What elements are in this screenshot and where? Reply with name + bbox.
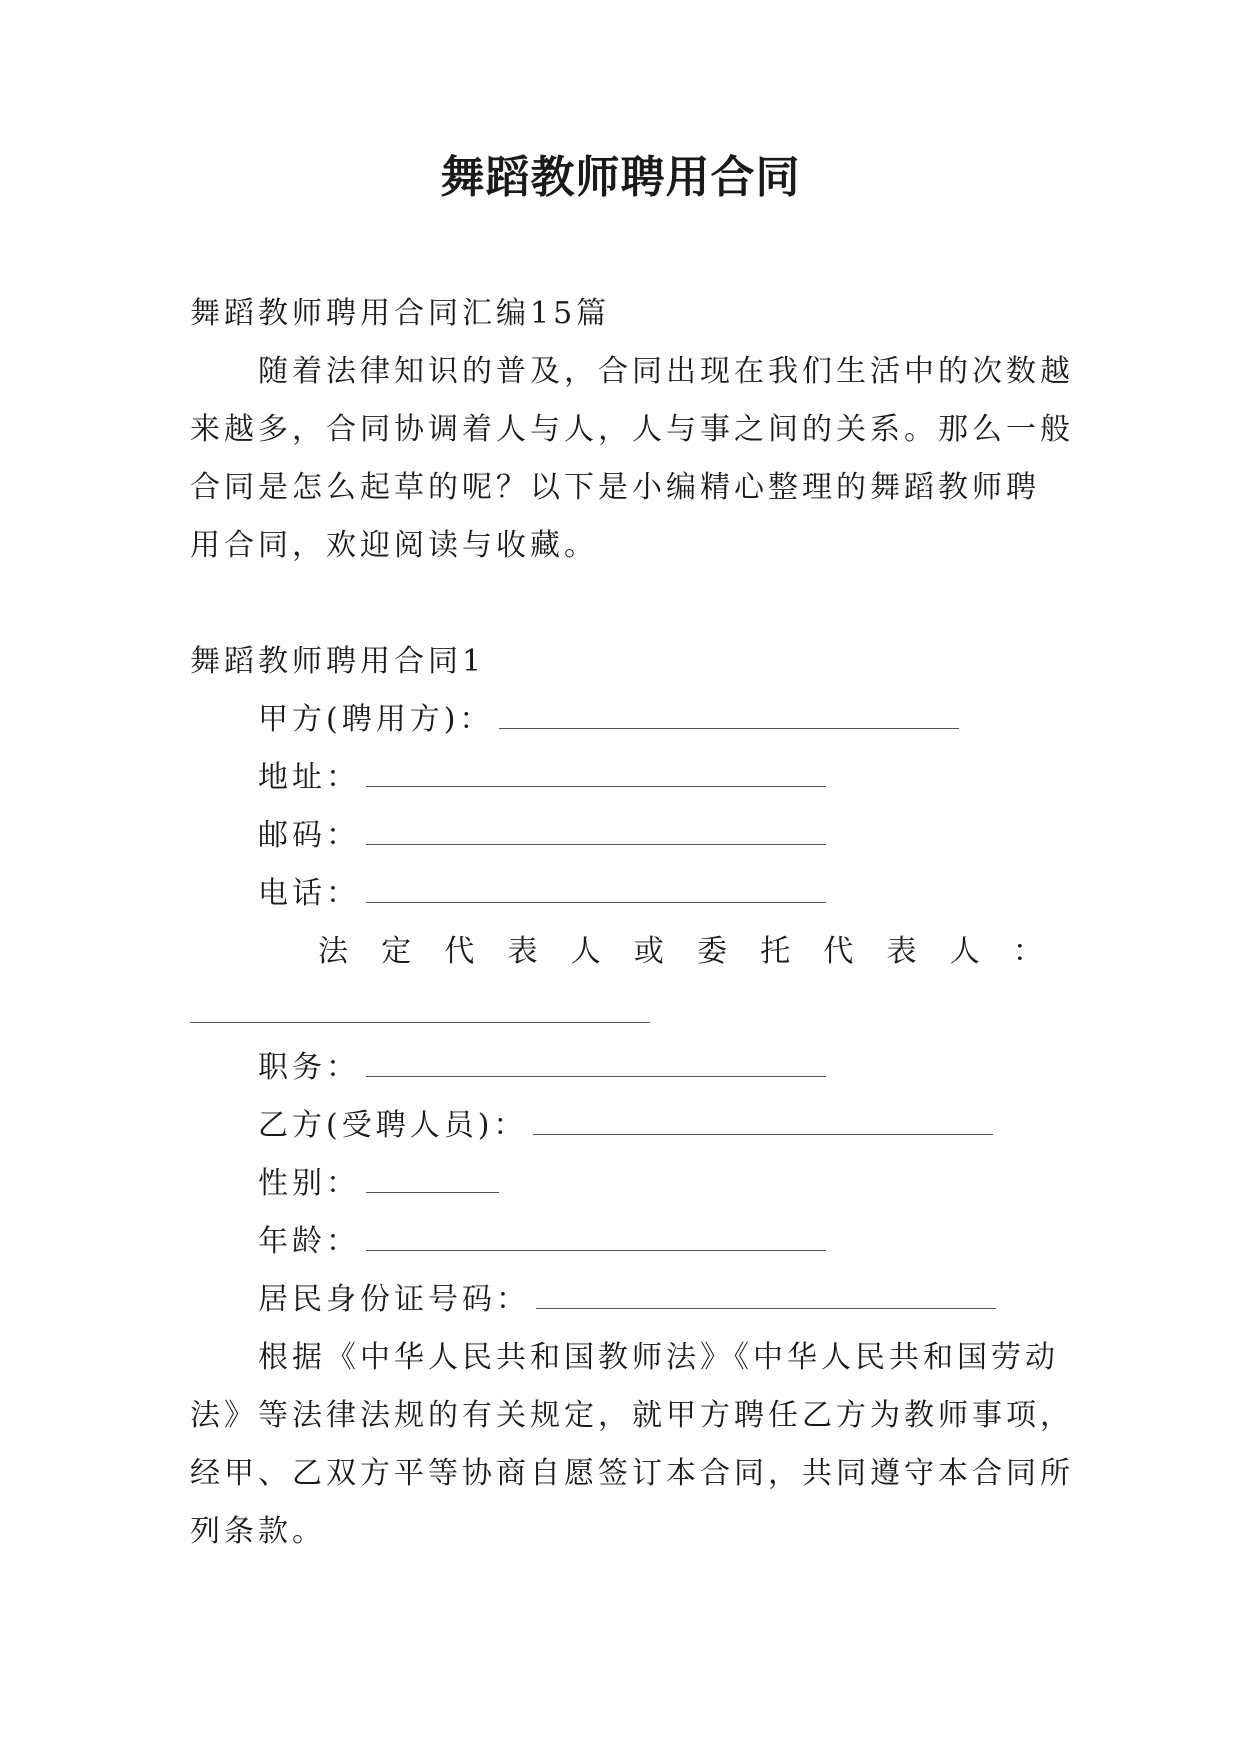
closing-line-2: 法》等法律法规的有关规定，就甲方聘任乙方为教师事项，	[190, 1398, 1074, 1433]
field-party-a-label: 甲方(聘用方)：	[258, 702, 494, 737]
field-legal-rep-label	[318, 932, 1043, 972]
closing-line-1: 根据《中华人民共和国教师法》《中华人民共和国劳动	[258, 1340, 1059, 1375]
intro-line-1: 随着法律知识的普及，合同出现在我们生活中的次数越	[258, 354, 1074, 389]
field-id-number	[258, 1280, 996, 1320]
legal-rep-char: 人	[949, 934, 980, 969]
legal-rep-char: 或	[633, 934, 664, 969]
legal-rep-char: 表	[507, 934, 538, 969]
legal-rep-char: 表	[886, 934, 917, 969]
intro-line-3: 合同是怎么起草的呢？以下是小编精心整理的舞蹈教师聘	[190, 470, 1040, 505]
field-party-b-label: 乙方(受聘人员)：	[258, 1108, 528, 1143]
field-id-number-label: 居民身份证号码：	[258, 1282, 530, 1317]
legal-rep-char: 人	[570, 934, 601, 969]
gender-blank	[366, 1170, 499, 1193]
postcode-blank	[366, 822, 826, 845]
legal-rep-char: 代	[444, 934, 475, 969]
field-address-label: 地址：	[258, 760, 360, 795]
intro-line-4: 用合同，欢迎阅读与收藏。	[190, 528, 598, 563]
position-blank	[366, 1054, 826, 1077]
id-number-blank	[536, 1286, 996, 1309]
document-subtitle: 舞蹈教师聘用合同汇编15篇	[190, 296, 611, 331]
party-b-blank	[533, 1112, 993, 1135]
field-phone	[258, 874, 826, 914]
document-title: 舞蹈教师聘用合同	[440, 152, 801, 203]
legal-rep-char: 法	[318, 934, 348, 969]
section-heading: 舞蹈教师聘用合同1	[190, 644, 486, 679]
field-postcode-label: 邮码：	[258, 818, 360, 853]
party-a-blank	[499, 706, 959, 729]
legal-rep-char: ：	[1012, 934, 1043, 969]
field-position	[258, 1048, 826, 1088]
age-blank	[366, 1228, 826, 1251]
closing-line-3: 经甲、乙双方平等协商自愿签订本合同，共同遵守本合同所	[190, 1456, 1074, 1491]
field-postcode	[258, 816, 826, 856]
field-position-label: 职务：	[258, 1050, 360, 1085]
phone-blank	[366, 880, 826, 903]
legal-rep-char: 托	[760, 934, 791, 969]
intro-line-2: 来越多，合同协调着人与人，人与事之间的关系。那么一般	[190, 412, 1074, 447]
closing-line-4: 列条款。	[190, 1514, 326, 1549]
legal-rep-blank	[190, 1022, 650, 1023]
legal-rep-char: 代	[823, 934, 854, 969]
field-gender	[258, 1164, 499, 1204]
legal-rep-char: 委	[697, 934, 728, 969]
field-party-a	[258, 700, 959, 740]
address-blank	[366, 764, 826, 787]
field-gender-label: 性别：	[258, 1166, 360, 1201]
field-party-b	[258, 1106, 993, 1146]
legal-rep-char: 定	[381, 934, 412, 969]
field-age	[258, 1222, 826, 1262]
field-address	[258, 758, 826, 798]
field-age-label: 年龄：	[258, 1224, 360, 1259]
field-phone-label: 电话：	[258, 876, 360, 911]
